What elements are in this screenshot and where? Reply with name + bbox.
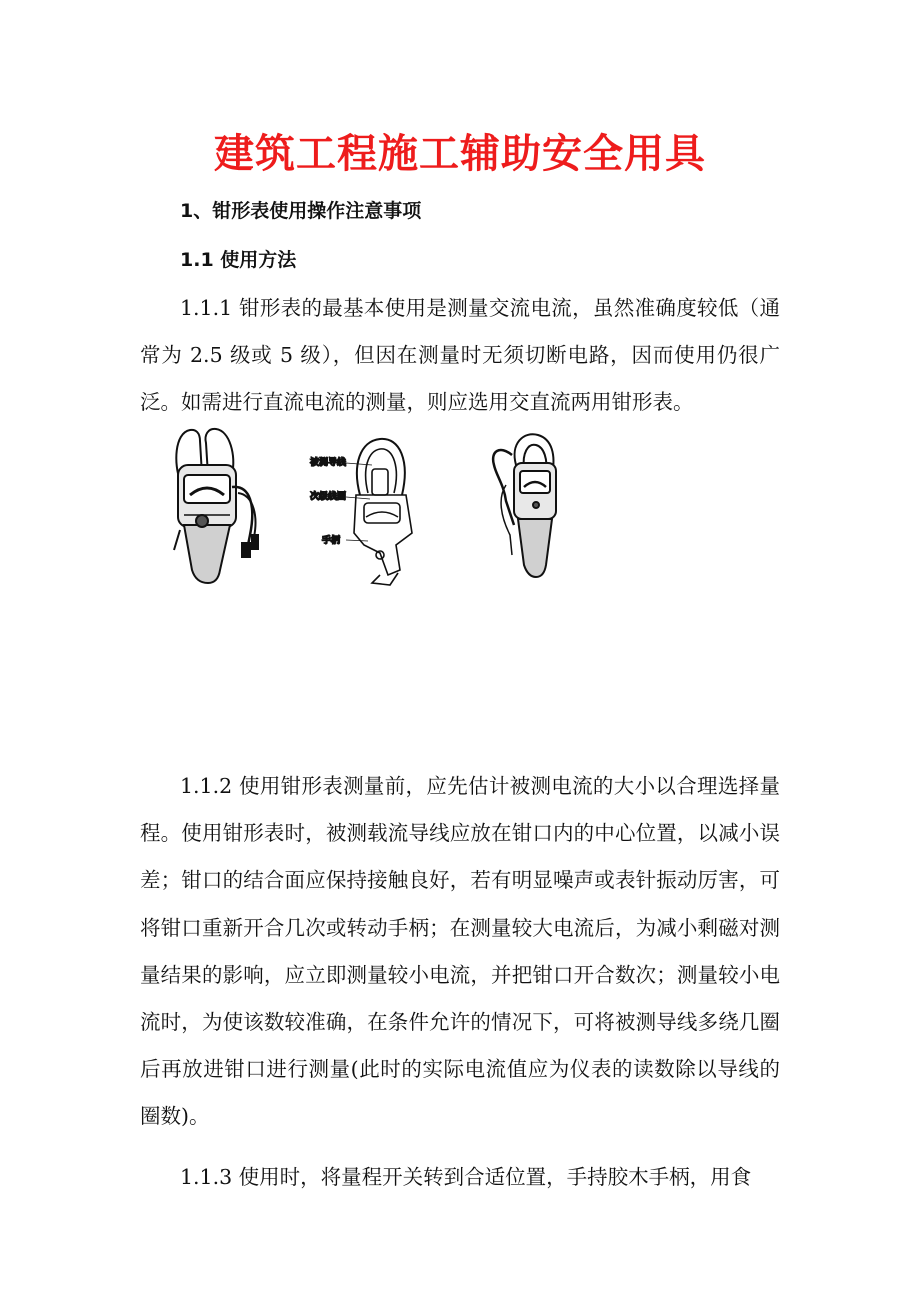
paragraph-1-1-1: 1.1.1 钳形表的最基本使用是测量交流电流，虽然准确度较低（通常为 2.5 级或 5 级），但因在测量时无须切断电路，因而使用仍很广泛。如需进行直流电流的测量，则应选用交直流两用钳形表。 [140,296,780,415]
paragraph-1-1-2: 1.1.2 使用钳形表测量前，应先估计被测电流的大小以合理选择量程。使用钳形表时，被测载流导线应放在钳口内的中心位置，以减小误差；钳口的结合面应保持接触良好，若有明显噪声或表针振动厉害，可将钳口重新开合几次或转动手柄；在测量较大电流后，为减小剩磁对测量结果的影响，应立即测量较小电流，并把钳口开合数次；测量较小电流时，为使该数较准确，在条件允许的情况下，可将被测导线多绕几圈后再放进钳口进行测量(此时的实际电流值应为仪表的读数除以导线的圈数)。 [140,774,780,1129]
label-handle: 手柄 [322,536,341,546]
document-title: 建筑工程施工辅助安全用具 [214,131,706,177]
section-heading: 1、钳形表使用操作注意事项 [180,200,422,222]
paragraph-1-1-3: 1.1.3 使用时，将量程开关转到合适位置，手持胶木手柄，用食 [180,1165,752,1189]
label-measured-wire: 被测导线 [310,458,347,468]
label-secondary-coil: 次级线圈 [310,492,347,502]
clamp-meter-figure [160,425,565,590]
subsection-heading: 1.1 使用方法 [180,249,297,271]
clamp-meter-front-illustration [174,429,258,583]
clamp-meter-schematic-illustration [310,439,412,585]
clamp-meter-side-illustration [493,434,556,577]
